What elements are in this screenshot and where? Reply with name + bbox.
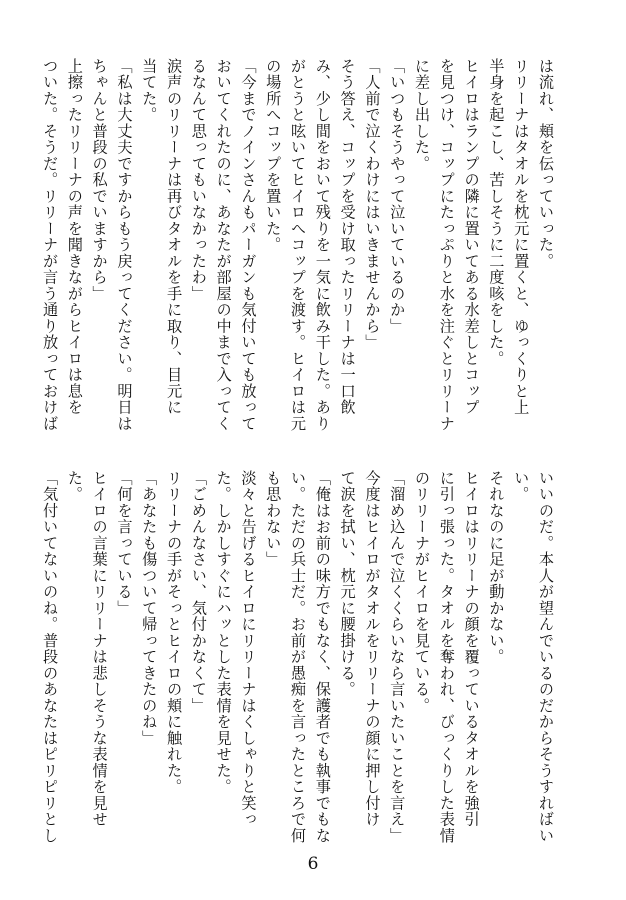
bottom-block-line: い。ただの兵士だ。お前が愚痴を言ったところで何 — [289, 470, 308, 844]
bottom-block-line: に引っ張った。タオルを奪われ、びっくりした表情 — [437, 470, 456, 844]
bottom-block-line: ヒイロはリリーナの顔を覆っているタオルを強引 — [462, 470, 481, 828]
top-block-line: 「私は大丈夫ですからもう戻ってください。明日は — [115, 58, 134, 432]
top-block-line: そう答え、コップを受け取ったリリーナは一口飲 — [338, 58, 357, 416]
bottom-block-line: 「ごめんなさい、気付かなくて」 — [189, 470, 208, 714]
top-block-line: リリーナはタオルを枕元に置くと、ゆっくりと上 — [512, 58, 531, 416]
page-number: 6 — [307, 854, 319, 874]
bottom-block-line: それなのに足が動かない。 — [487, 470, 506, 665]
top-block-line: 「今までノインさんもパーガンも気付いても放って — [239, 58, 258, 432]
top-block-line: ちゃんと普段の私でいますから」 — [90, 58, 109, 302]
bottom-block-line: 「溜め込んで泣くくらいなら言いたいことを言え」 — [388, 470, 407, 844]
bottom-block-line: いいのだ。本人が望んでいるのだからそうすればい — [537, 470, 555, 844]
top-block-line: 上擦ったリリーナの声を聞きながらヒイロは息を — [65, 58, 84, 416]
top-block-line: 当てた。 — [140, 58, 159, 123]
top-block-line: 「人前で泣くわけにはいきませんから」 — [363, 58, 382, 351]
top-block-line: ついた。そうだ。リリーナが言う通り放っておけば — [41, 58, 60, 432]
bottom-block-line: い。 — [512, 470, 531, 503]
text-block-top — [41, 58, 558, 436]
bottom-block-line: も思わない」 — [264, 470, 283, 568]
bottom-block-line: 「気付いてないのね。普段のあなたはピリピリとし — [41, 470, 60, 844]
top-block-line: 涙声のリリーナは再びタオルを手に取り、目元に — [165, 58, 184, 416]
top-block-line: がとうと呟いてヒイロへコップを渡す。ヒイロは元 — [289, 58, 308, 432]
top-block-line: に差し出した。 — [413, 58, 432, 172]
top-block-line: 半身を起こし、苦しそうに二度咳をした。 — [487, 58, 506, 367]
bottom-block-line: 「俺はお前の味方でもなく、保護者でも執事でもな — [313, 470, 332, 844]
bottom-block-line: ヒイロの言葉にリリーナは悲しそうな表情を見せ — [90, 470, 109, 828]
bottom-block-line: た。 — [65, 470, 84, 503]
top-block-line: ヒイロはランプの隣に置いてある水差しとコップ — [462, 58, 481, 416]
bottom-block-line: て涙を拭い、枕元に腰掛ける。 — [338, 470, 357, 698]
bottom-block-line: 「何を言っている」 — [115, 470, 134, 617]
top-block-line: の場所へコップを置いた。 — [264, 58, 283, 253]
bottom-block-line: た。しかしすぐにハッとした表情を見せた。 — [214, 470, 233, 795]
bottom-block-line: 「あなたも傷ついて帰ってきたのね」 — [140, 470, 159, 747]
bottom-block-line: 今度はヒイロがタオルをリリーナの顔に押し付け — [363, 470, 382, 828]
top-block-line: み、少し間をおいて残りを一気に飲み干した。あり — [313, 58, 332, 432]
top-block-line: 「いつもそうやって泣いているのか」 — [388, 58, 407, 335]
bottom-block-line: 淡々と告げるヒイロにリリーナはくしゃりと笑っ — [239, 470, 258, 828]
top-block-line: るなんて思ってもいなかったわ」 — [189, 58, 208, 302]
bottom-block-line: リリーナの手がそっとヒイロの頬に触れた。 — [165, 470, 184, 795]
bottom-block-line: のリリーナがヒイロを見ている。 — [413, 470, 432, 714]
top-block-line: おいてくれたのに、あなたが部屋の中まで入ってく — [214, 58, 233, 432]
top-block-line: は流れ、頬を伝っていった。 — [537, 58, 555, 270]
text-block-bottom — [41, 470, 558, 848]
top-block-line: を見つけ、コップにたっぷりと水を注ぐとリリーナ — [437, 58, 456, 432]
